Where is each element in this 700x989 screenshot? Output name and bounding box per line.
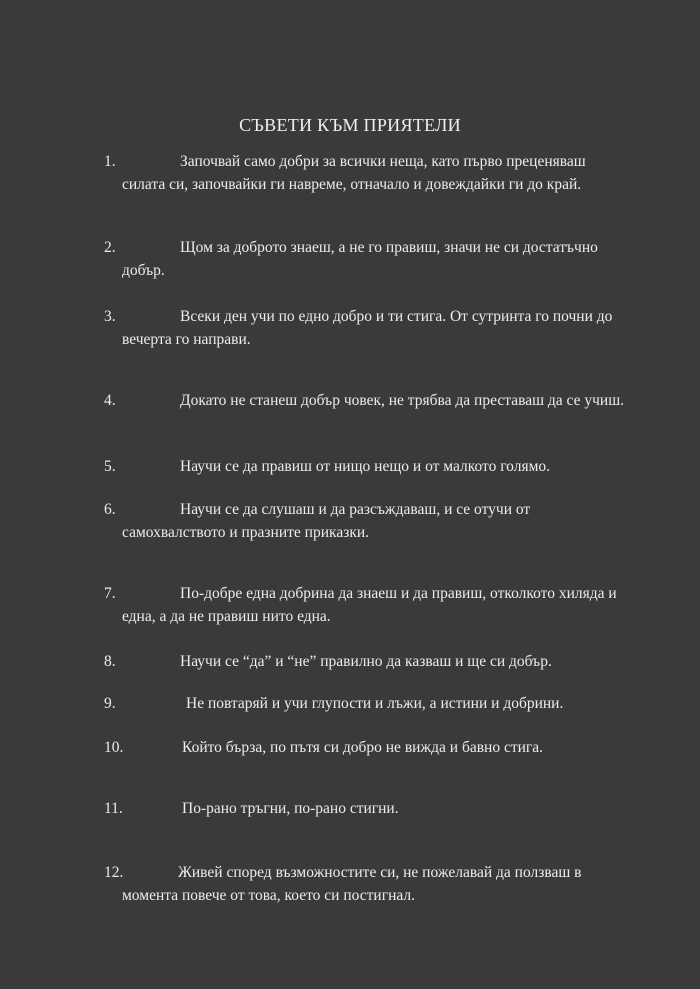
list-item <box>104 389 624 412</box>
list-item <box>104 650 624 673</box>
item-number: 7. <box>104 585 116 602</box>
item-text: По-рано тръгни, по-рано стигни. <box>182 800 399 817</box>
item-number: 11. <box>104 800 123 817</box>
list-item <box>104 582 624 628</box>
item-number: 12. <box>104 864 124 881</box>
item-text: Не повтаряй и учи глупости и лъжи, а истини и добрини. <box>186 695 564 712</box>
item-text: Щом за доброто знаеш, а не го правиш, значи не си достатъчно добър. <box>122 239 598 279</box>
item-text: Научи се “да” и “не” правилно да казваш и ще си добър. <box>180 653 552 670</box>
item-number: 4. <box>104 392 116 409</box>
list-item <box>104 861 624 907</box>
item-number: 5. <box>104 458 116 475</box>
item-number: 1. <box>104 153 116 170</box>
item-text: Докато не станеш добър човек, не трябва да преставаш да се учиш. <box>180 392 624 409</box>
item-number: 6. <box>104 501 116 518</box>
list-item <box>104 150 624 196</box>
item-number: 10. <box>104 739 124 756</box>
list-item <box>104 736 624 759</box>
item-text: Всеки ден учи по едно добро и ти стига. От сутринта го почни до вечерта го направи. <box>122 308 613 348</box>
item-text: По-добре една добрина да знаеш и да правиш, отколкото хиляда и една, а да не правиш нито една. <box>122 585 617 625</box>
list-item <box>104 455 624 478</box>
list-item <box>104 797 624 820</box>
item-number: 9. <box>104 695 116 712</box>
document-title: СЪВЕТИ КЪМ ПРИЯТЕЛИ <box>239 115 461 135</box>
list-item <box>104 692 624 715</box>
item-number: 2. <box>104 239 116 256</box>
list-item <box>104 236 624 282</box>
item-text: Живей според възможностите си, не пожелавай да ползваш в момента повече от това, което си постигнал. <box>122 864 582 904</box>
item-number: 3. <box>104 308 116 325</box>
list-item <box>104 498 624 544</box>
item-text: Който бърза, по пътя си добро не вижда и бавно стига. <box>182 739 544 756</box>
item-text: Научи се да правиш от нищо нещо и от малкото голямо. <box>180 458 551 475</box>
list-item <box>104 305 624 351</box>
item-text: Научи се да слушаш и да разсъждаваш, и се отучи от самохвалството и празните приказки. <box>122 501 531 541</box>
item-number: 8. <box>104 653 116 670</box>
item-text: Започвай само добри за всички неща, като първо преценяваш силата си, започвайки ги навреме, отначало и довеждайки ги до край. <box>122 153 586 193</box>
